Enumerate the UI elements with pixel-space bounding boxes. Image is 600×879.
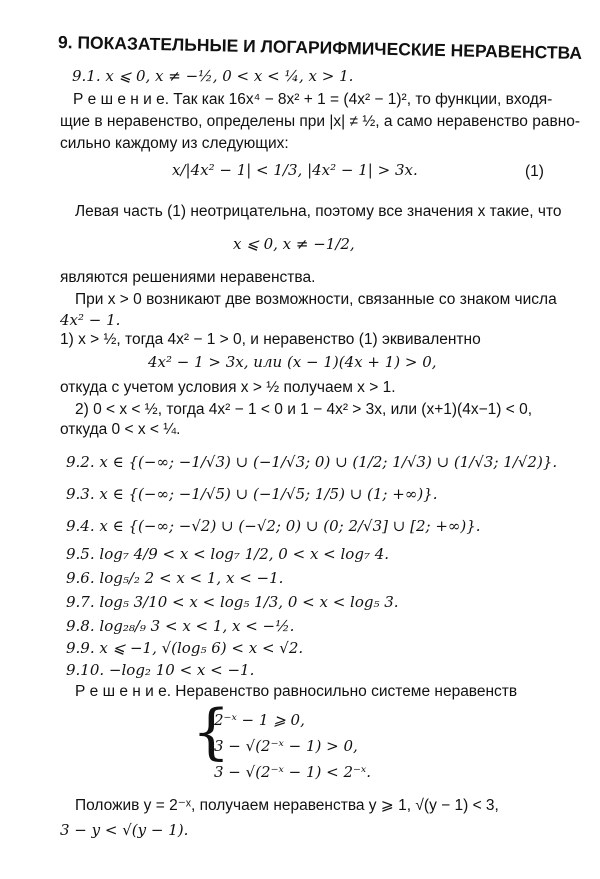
text-line: Левая часть (1) неотрицательна, поэтому все значения x такие, что [75, 203, 562, 220]
answer-9-4: 9.4. x ∈ {(−∞; −√2) ∪ (−√2; 0) ∪ (0; 2/√3] ∪ [2; +∞)}. [66, 517, 481, 535]
display-formula: 4x² − 1 > 3x, или (x − 1)(4x + 1) > 0, [148, 353, 437, 371]
text-line: При x > 0 возникают две возможности, связанные со знаком числа [75, 291, 557, 308]
system-line: 2⁻ˣ − 1 ⩾ 0, [214, 711, 305, 729]
system-line: 3 − √(2⁻ˣ − 1) < 2⁻ˣ. [214, 763, 372, 781]
system-line: 3 − √(2⁻ˣ − 1) > 0, [214, 737, 358, 755]
answer-9-8: 9.8. log₂₈/₉ 3 < x < 1, x < −½. [66, 617, 295, 635]
text-line: откуда 0 < x < ¼. [60, 421, 181, 438]
text-line: 1) x > ½, тогда 4x² − 1 > 0, и неравенство (1) эквивалентно [60, 331, 481, 348]
system-brace: { [192, 697, 231, 767]
answer-9-7: 9.7. log₅ 3/10 < x < log₅ 1/3, 0 < x < log₅ 3. [66, 593, 399, 611]
text-line: 3 − y < √(y − 1). [60, 821, 189, 839]
text-line: являются решениями неравенства. [60, 269, 316, 286]
answer-9-1: 9.1. x ⩽ 0, x ≠ −½, 0 < x < ¼, x > 1. [72, 67, 354, 85]
solution-line: Р е ш е н и е. Так как 16x⁴ − 8x² + 1 = (4x² − 1)², то функции, входя- [73, 91, 553, 108]
section-title: 9. ПОКАЗАТЕЛЬНЫЕ И ЛОГАРИФМИЧЕСКИЕ НЕРАВЕНСТВА [57, 32, 583, 63]
answer-9-9: 9.9. x ⩽ −1, √(log₅ 6) < x < √2. [66, 639, 304, 657]
equation-number: (1) [525, 163, 544, 180]
answer-9-5: 9.5. log₇ 4/9 < x < log₇ 1/2, 0 < x < log₇ 4. [66, 545, 390, 563]
answer-9-3: 9.3. x ∈ {(−∞; −1/√5) ∪ (−1/√5; 1/5) ∪ (1; +∞)}. [66, 485, 438, 503]
text-line: 4x² − 1. [60, 311, 121, 329]
display-formula: x ⩽ 0, x ≠ −1/2, [233, 235, 355, 253]
text-line: Положив y = 2⁻ˣ, получаем неравенства y ⩾ 1, √(y − 1) < 3, [75, 797, 499, 814]
display-formula: x/|4x² − 1| < 1/3, |4x² − 1| > 3x. [172, 161, 418, 179]
answer-9-6: 9.6. log₅/₂ 2 < x < 1, x < −1. [66, 569, 284, 587]
text-line: щие в неравенство, определены при |x| ≠ ½, а само неравенство равно- [60, 113, 581, 130]
answer-9-2: 9.2. x ∈ {(−∞; −1/√3) ∪ (−1/√3; 0) ∪ (1/2; 1/√3) ∪ (1/√3; 1/√2)}. [66, 453, 558, 471]
text-line: откуда с учетом условия x > ½ получаем x > 1. [60, 379, 396, 396]
answer-9-10: 9.10. −log₂ 10 < x < −1. [66, 661, 255, 679]
solution-line: Р е ш е н и е. Неравенство равносильно системе неравенств [75, 683, 518, 700]
text-line: сильно каждому из следующих: [60, 135, 289, 152]
text-line: 2) 0 < x < ½, тогда 4x² − 1 < 0 и 1 − 4x² > 3x, или (x+1)(4x−1) < 0, [75, 401, 533, 418]
